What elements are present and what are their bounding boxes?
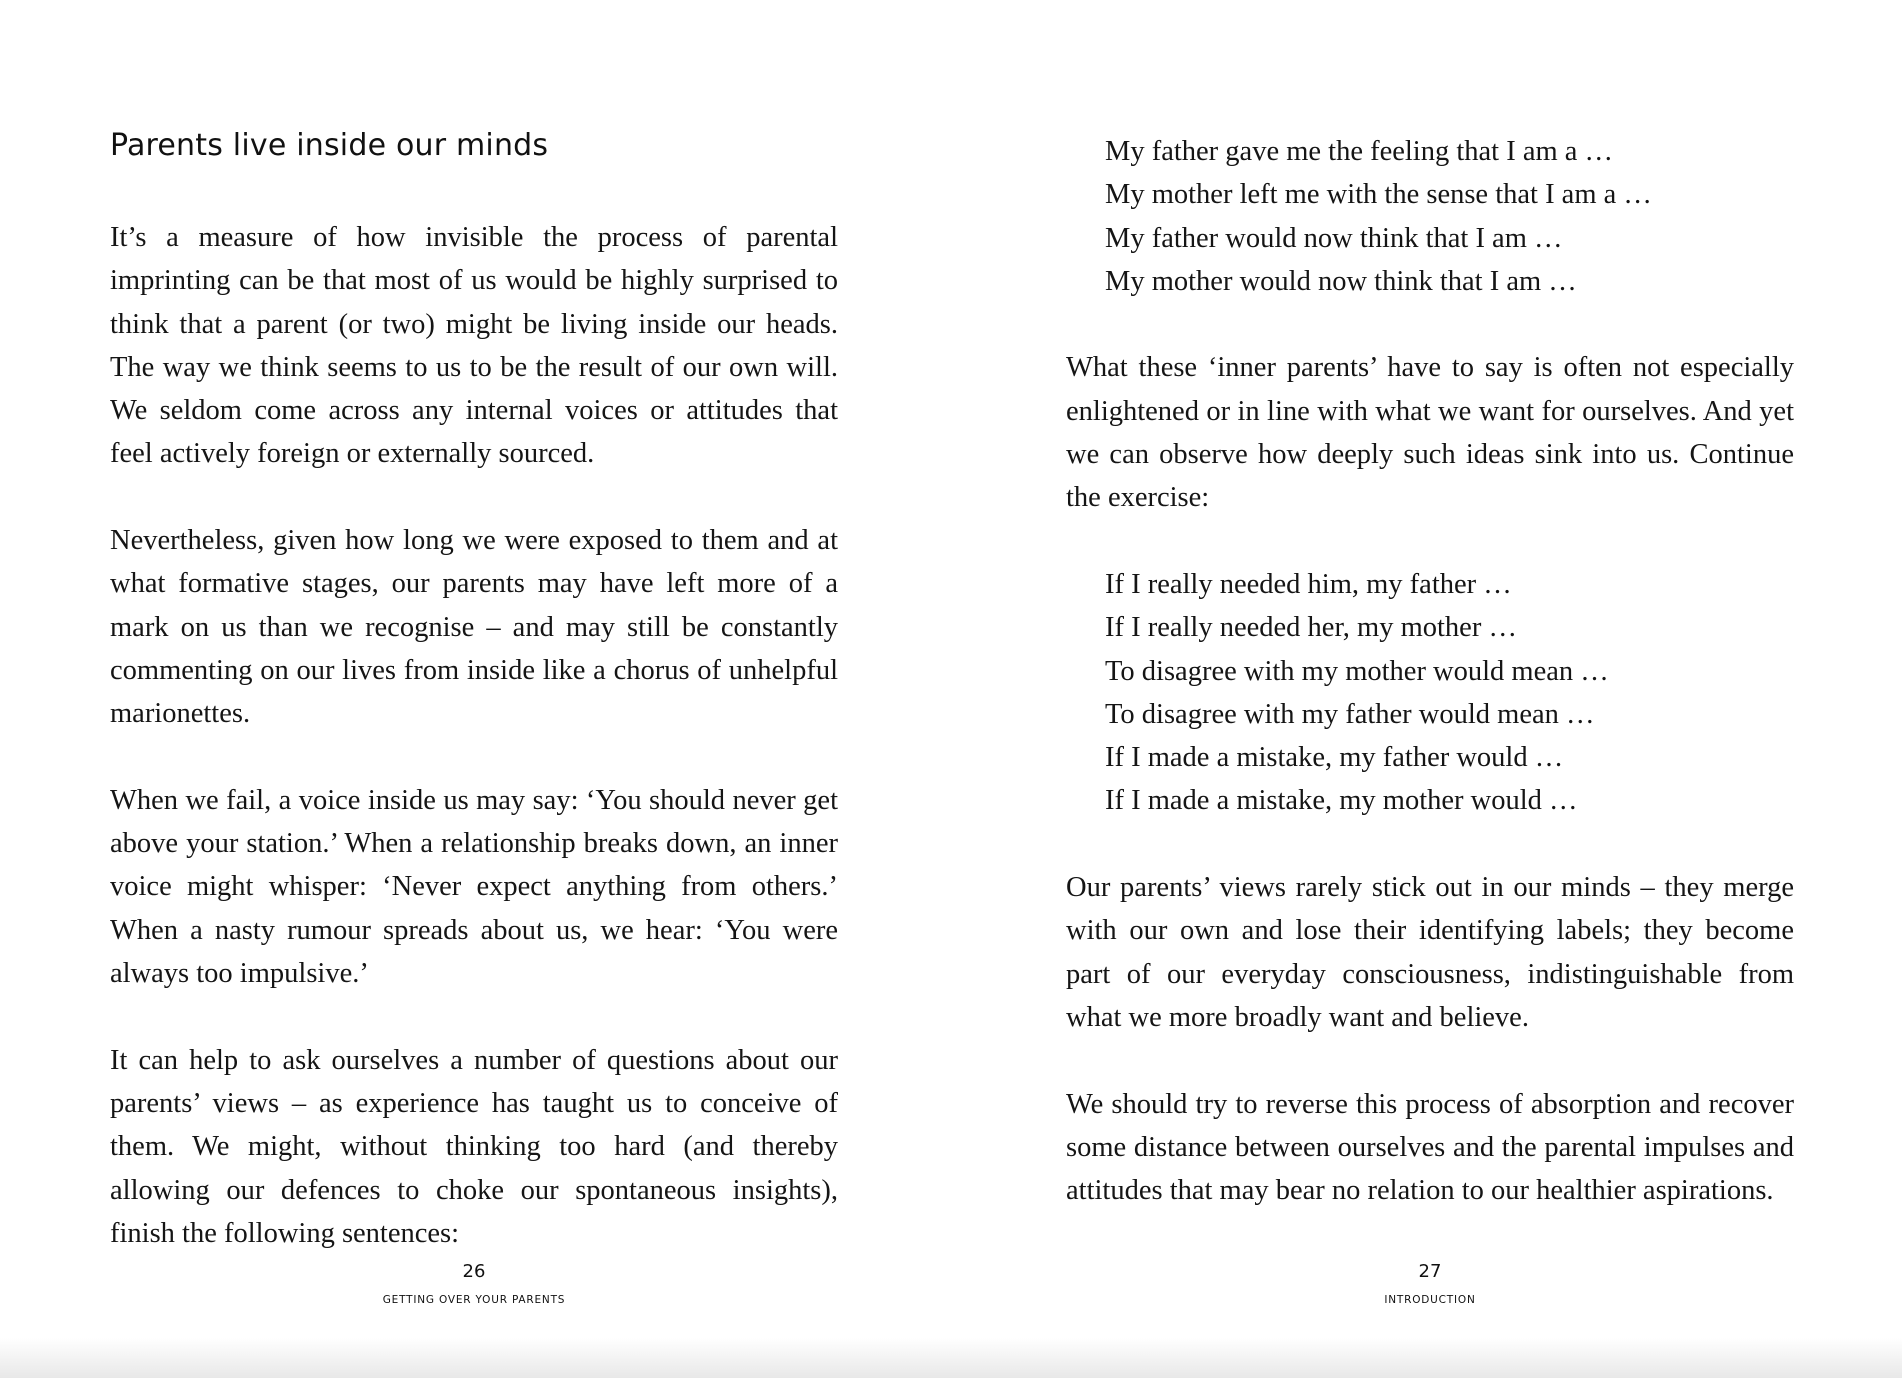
paragraph: Our parents’ views rarely stick out in our minds – they merge with our own and lose their identifying labels; they become part of our everyday consciousness, indistinguishable from what we more broadly want and believe. [1066, 872, 1794, 1033]
page-number: 27 [1418, 1261, 1442, 1282]
right-page [1066, 0, 1794, 1378]
left-page-body [110, 216, 838, 1255]
running-title: GETTING OVER YOUR PARENTS [382, 1294, 566, 1306]
right-page-body [1066, 130, 1794, 1212]
paragraph: It can help to ask ourselves a number of questions about our parents’ views – as experience has taught us to conceive of them. We might, without thinking too hard (and thereby allowing our defences to choke our spontaneous insights), finish the following sentences: [110, 1044, 838, 1249]
prompt-item: If I made a mistake, my mother would … [1105, 785, 1578, 817]
running-title: INTRODUCTION [1384, 1294, 1476, 1306]
left-page-footer [110, 1260, 838, 1306]
prompt-item: If I really needed him, my father … [1105, 568, 1512, 600]
prompt-item: To disagree with my father would mean … [1105, 698, 1595, 730]
section-heading: Parents live inside our minds [110, 128, 549, 163]
prompt-item: To disagree with my mother would mean … [1105, 655, 1609, 687]
prompt-item: If I made a mistake, my father would … [1105, 742, 1564, 774]
paragraph: It’s a measure of how invisible the process of parental imprinting can be that most of us would be highly surprised to think that a parent (or two) might be living inside our heads. The way we think seems to us to be the result of our own will. We seldom come across any internal voices or attitudes that feel actively foreign or externally sourced. [110, 222, 838, 470]
prompt-item: My father would now think that I am … [1105, 222, 1563, 254]
paragraph: What these ‘inner parents’ have to say is often not especially enlightened or in line with what we want for ourselves. And yet we can observe how deeply such ideas sink into us. Continue the exercise: [1066, 352, 1794, 514]
paragraph: We should try to reverse this process of absorption and recover some distance between ourselves and the parental impulses and attitudes that may bear no relation to our healthier aspirations. [1066, 1088, 1794, 1207]
prompt-list-exercise [1066, 563, 1794, 823]
paragraph: Nevertheless, given how long we were exposed to them and at what formative stages, our parents may have left more of a mark on us than we recognise – and may still be constantly commenting on our lives from inside like a chorus of unhelpful marionettes. [110, 525, 838, 730]
paragraph: When we fail, a voice inside us may say: ‘You should never get above your station.’ When a relationship breaks down, an inner voice might whisper: ‘Never expect anything from others.’ When a nasty rumour spreads about us, we hear: ‘You were always too impulsive.’ [110, 784, 838, 990]
page-number: 26 [462, 1261, 486, 1282]
prompt-list-parents-view [1066, 130, 1794, 303]
prompt-item: If I really needed her, my mother … [1105, 612, 1517, 644]
prompt-item: My father gave me the feeling that I am a … [1105, 136, 1614, 167]
right-page-footer [1066, 1260, 1794, 1306]
left-page [110, 0, 838, 1378]
page-bottom-shadow [0, 1338, 1902, 1378]
prompt-item: My mother would now think that I am … [1105, 265, 1577, 297]
prompt-item: My mother left me with the sense that I am a … [1105, 179, 1652, 211]
